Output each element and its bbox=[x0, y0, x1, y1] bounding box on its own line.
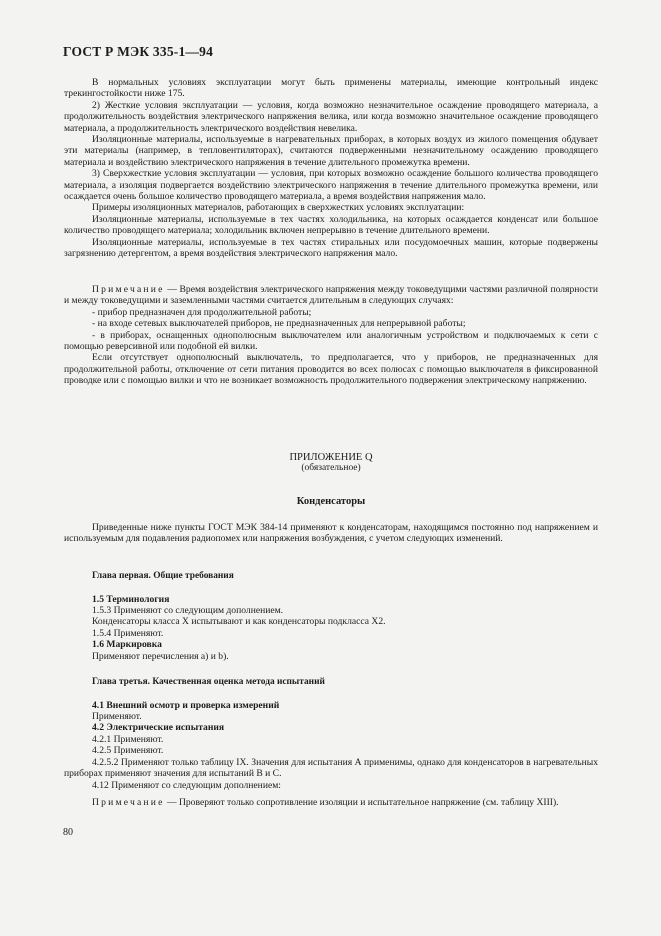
paragraph: Если отсутствует однополюсный выключатель, то предполагается, что у приборов, не предназначенных для продолжительной работы, отключение от сети питания проводится во всех полюсах с помощью выключателя в фиксированной проводке или с помощью вилки и что не возникает возможность продолжительного подвержения электрическому напряжению. bbox=[64, 352, 598, 387]
clause-heading: 4.1 Внешний осмотр и проверка измерений bbox=[92, 700, 280, 711]
clause-heading: 4.2 Электрические испытания bbox=[92, 722, 225, 733]
appendix-title: ПРИЛОЖЕНИЕ Q bbox=[289, 452, 373, 463]
clause: 1.5.4 Применяют. bbox=[92, 628, 164, 639]
page-number: 80 bbox=[63, 827, 73, 838]
paragraph: Приведенные ниже пункты ГОСТ МЭК 384-14 применяют к конденсаторам, находящимся постоянно под напряжением и используемым для подавления радиопомех или напряжения возбуждения, с учетом следующих изменений. bbox=[64, 522, 598, 545]
note-block bbox=[64, 797, 598, 808]
note-text: — Время воздействия электрического напряжения между токоведущими частями различной полярности и между токоведущими и заземленными частями считается длительным в следующих случаях: bbox=[64, 284, 598, 307]
appendix-intro bbox=[64, 522, 598, 545]
paragraph: Примеры изоляционных материалов, работающих в сверхжестких условиях эксплуатации: bbox=[92, 202, 465, 214]
paragraph: В нормальных условиях эксплуатации могут быть применены материалы, имеющие контрольный индекс трекингостойкости ниже 175. bbox=[64, 77, 598, 100]
note-block bbox=[64, 284, 598, 387]
note-label: Примечание bbox=[92, 284, 165, 295]
note-label: Примечание bbox=[92, 797, 165, 808]
document-header: ГОСТ Р МЭК 335-1—94 bbox=[63, 44, 214, 59]
list-item: - на входе сетевых выключателей приборов, не предназначенных для непрерывной работы; bbox=[92, 318, 466, 330]
note-paragraph bbox=[64, 797, 598, 808]
clause-heading: 1.5 Терминология bbox=[92, 594, 170, 605]
appendix-subtitle: (обязательное) bbox=[301, 463, 361, 473]
paragraph: 3) Сверхжесткие условия эксплуатации — условия, при которых возможно осаждение большого количества проводящего материала, а изоляция подвергается воздействию электрического напряжения в течение длительного промежутка времени, или осаждается очень большое количество проводящего материала, а время воздействия напряжения мало. bbox=[64, 168, 598, 203]
section-title: Конденсаторы bbox=[296, 496, 366, 507]
paragraph: Изоляционные материалы, используемые в нагревательных приборах, в которых воздух из жилого помещения обдувает эти материалы (например, в тепловентиляторах), считаются подверженными незначительному осаждению проводящего материала и воздействию электрического напряжения в течение длительного промежутка времени. bbox=[64, 134, 598, 168]
clause: Конденсаторы класса X испытывают и как конденсаторы подкласса X2. bbox=[92, 616, 386, 627]
clause: 1.5.3 Применяют со следующим дополнением. bbox=[92, 605, 284, 616]
clause: 4.12 Применяют со следующим дополнением: bbox=[92, 779, 281, 791]
chapter-heading: Глава третья. Качественная оценка метода испытаний bbox=[92, 677, 325, 687]
clause: 4.2.1 Применяют. bbox=[92, 734, 164, 745]
note-text: — Проверяют только сопротивление изоляции и испытательное напряжение (см. таблицу XIII). bbox=[166, 797, 559, 808]
list-item: - в приборах, оснащенных однополюсным выключателем или аналогичным устройством и подключаемых к сети с помощью реверсивной или подобной ей вилки. bbox=[64, 329, 598, 353]
note-paragraph bbox=[64, 284, 598, 307]
paragraph: Изоляционные материалы, используемые в тех частях холодильника, на которых осаждается конденсат или большое количество проводящего материала; холодильник включен непрерывно в течение длительного времени. bbox=[64, 213, 598, 237]
clause: 4.2.5.2 Применяют только таблицу IX. Значения для испытания А применимы, однако для конденсаторов в нагревательных приборах применяют значения для испытаний В и С. bbox=[64, 757, 598, 780]
clause-block bbox=[64, 757, 598, 791]
clause: Применяют перечисления а) и b). bbox=[92, 651, 229, 662]
body-text-upper bbox=[64, 77, 598, 260]
paragraph: Изоляционные материалы, используемые в тех частях стиральных или посудомоечных машин, которые подвержены загрязнению детергентом, а время воздействия электрического напряжения мало. bbox=[64, 236, 598, 260]
list-item: - прибор предназначен для продолжительной работы; bbox=[92, 306, 312, 318]
chapter-heading: Глава первая. Общие требования bbox=[92, 571, 234, 581]
paragraph: 2) Жесткие условия эксплуатации — условия, когда возможно незначительное осаждение проводящего материала, а продолжительность воздействия электрического напряжения велика, или когда возможно значительное осаждение проводящего материала, а продолжительность электрического воздействия невелика. bbox=[64, 99, 598, 134]
clause: Применяют. bbox=[92, 711, 142, 722]
clause: 4.2.5 Применяют. bbox=[92, 745, 164, 756]
clause-heading: 1.6 Маркировка bbox=[92, 639, 162, 650]
